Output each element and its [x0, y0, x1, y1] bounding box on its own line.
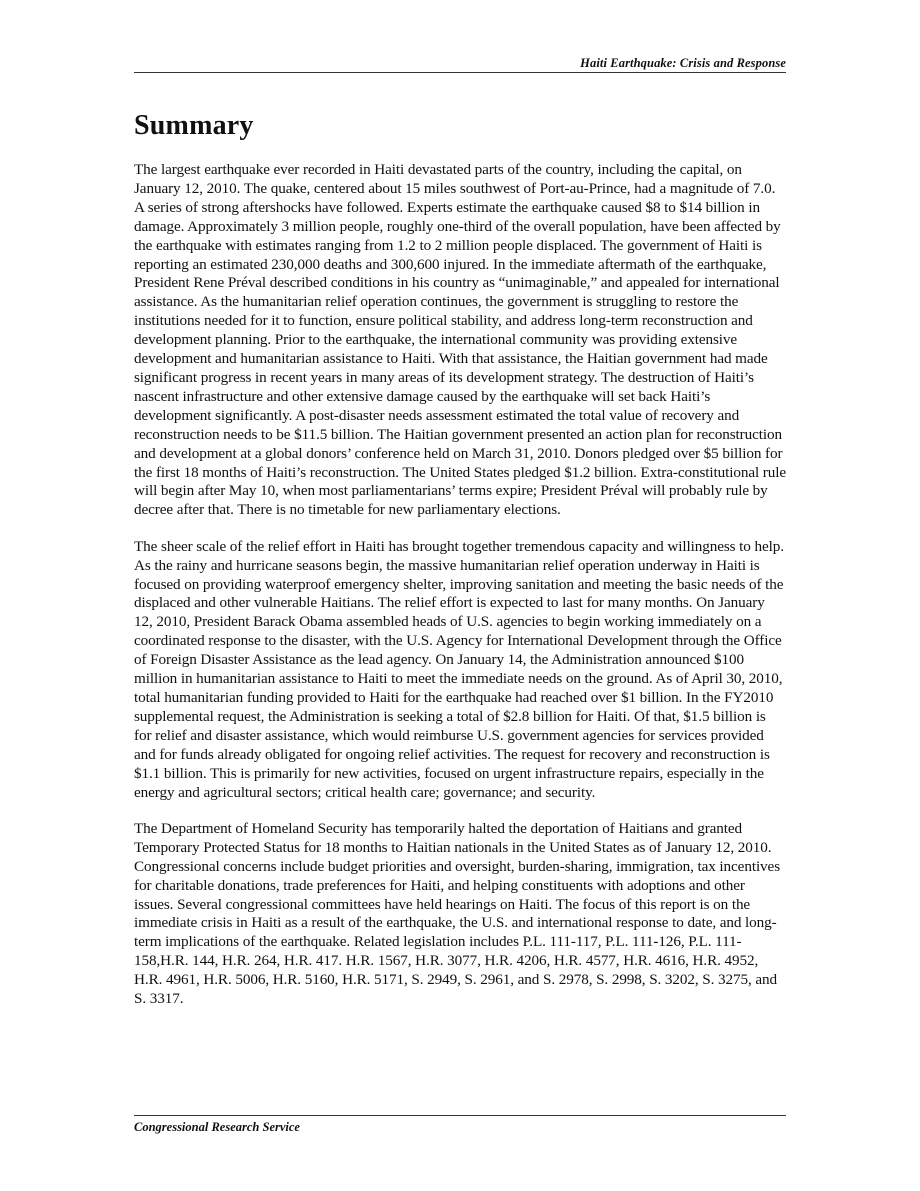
running-header: Haiti Earthquake: Crisis and Response — [580, 56, 786, 70]
running-footer: Congressional Research Service — [134, 1120, 300, 1134]
summary-paragraph-2: The sheer scale of the relief effort in Haiti has brought together tremendous capacity and willingness to help. As the rainy and hurricane seasons begin, the massive humanitarian relief operation underway in Haiti is focused on providing waterproof emergency shelter, improving sanitation and meeting the basic needs of the displaced and other vulnerable Haitians. The relief effort is expected to last for many months. On January 12, 2010, President Barack Obama assembled heads of U.S. agencies to begin working immediately on a coordinated response to the disaster, with the U.S. Agency for International Development through the Office of Foreign Disaster Assistance as the lead agency. On January 14, the Administration announced $100 million in humanitarian assistance to Haiti to meet the immediate needs on the ground. As of April 30, 2010, total humanitarian funding provided to Haiti for the earthquake had reached over $1 billion. In the FY2010 supplemental request, the Administration is seeking a total of $2.8 billion for Haiti. Of that, $1.5 billion is for relief and disaster assistance, which would reimburse U.S. government agencies for services provided and for funds already obligated for ongoing relief activities. The request for recovery and reconstruction is $1.1 billion. This is primarily for new activities, focused on urgent infrastructure repairs, especially in the energy and agricultural sectors; critical health care; governance; and security. — [134, 537, 784, 801]
header-rule — [134, 72, 786, 73]
summary-paragraph-3: The Department of Homeland Security has temporarily halted the deportation of Haitians and granted Temporary Protected Status for 18 months to Haitian nationals in the United States as of January 12, 2010. Congressional concerns include budget priorities and oversight, burden-sharing, immigration, tax incentives for charitable donations, trade preferences for Haiti, and helping constituents with adoptions and other issues. Several congressional committees have held hearings on Haiti. The focus of this report is on the immediate crisis in Haiti as a result of the earthquake, the U.S. and international response to date, and long-term implications of the earthquake. Related legislation includes P.L. 111-117, P.L. 111-126, P.L. 111-158,H.R. 144, H.R. 264, H.R. 417. H.R. 1567, H.R. 3077, H.R. 4206, H.R. 4577, H.R. 4616, H.R. 4952, H.R. 4961, H.R. 5006, H.R. 5160, H.R. 5171, S. 2949, S. 2961, and S. 2978, S. 2998, S. 3202, S. 3275, and S. 3317. — [134, 819, 781, 1008]
summary-paragraph-1: The largest earthquake ever recorded in Haiti devastated parts of the country, including the capital, on January 12, 2010. The quake, centered about 15 miles southwest of Port-au-Prince, had a magnitude of 7.0. A series of strong aftershocks have followed. Experts estimate the earthquake caused $8 to $14 billion in damage. Approximately 3 million people, roughly one-third of the overall population, have been affected by the earthquake with estimates ranging from 1.2 to 2 million people displaced. The government of Haiti is reporting an estimated 230,000 deaths and 300,600 injured. In the immediate aftermath of the earthquake, President Rene Préval described conditions in his country as “unimaginable,” and appealed for international assistance. As the humanitarian relief operation continues, the government is struggling to restore the institutions needed for it to function, ensure political stability, and address long-term reconstruction and development planning. Prior to the earthquake, the international community was providing extensive development and humanitarian assistance to Haiti. With that assistance, the Haitian government had made significant progress in recent years in many areas of its development strategy. The destruction of Haiti’s nascent infrastructure and other extensive damage caused by the earthquake will set back Haiti’s development significantly. A post-disaster needs assessment estimated the total value of recovery and reconstruction needs to be $11.5 billion. The Haitian government presented an action plan for reconstruction and development at a global donors’ conference held on March 31, 2010. Donors pledged over $5 billion for the first 18 months of Haiti’s reconstruction. The United States pledged $1.2 billion. Extra-constitutional rule will begin after May 10, when most parliamentarians’ terms expire; President Préval will probably rule by decree after that. There is no timetable for new parliamentary elections. — [134, 161, 787, 519]
summary-body — [134, 161, 786, 1026]
footer-rule — [134, 1115, 786, 1116]
page-title: Summary — [134, 110, 254, 141]
